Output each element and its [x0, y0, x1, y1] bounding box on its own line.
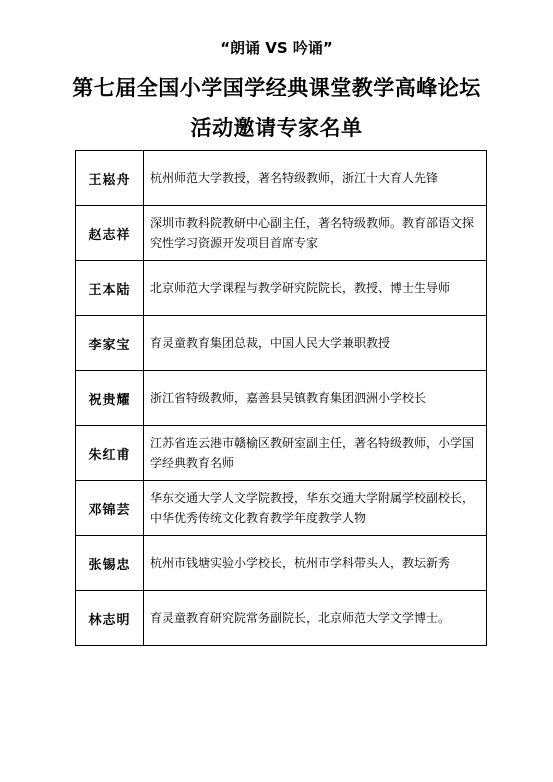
table-row — [76, 426, 487, 481]
expert-description: 浙江省特级教师，嘉善县吴镇教育集团泗洲小学校长 — [144, 371, 487, 426]
table-row — [76, 591, 487, 646]
expert-name: 邓锦芸 — [76, 481, 144, 536]
table-row — [76, 316, 487, 371]
expert-description: 北京师范大学课程与教学研究院院长，教授、博士生导师 — [144, 261, 487, 316]
table-row — [76, 536, 487, 591]
document-title-second-line: 活动邀请专家名单 — [190, 116, 363, 140]
expert-description: 杭州师范大学教授，著名特级教师，浙江十大育人先锋 — [144, 151, 487, 206]
document-title: 第七届全国小学国学经典课堂教学高峰论坛 — [72, 76, 481, 100]
expert-name: 王崧舟 — [76, 151, 144, 206]
table-row — [76, 371, 487, 426]
expert-description: 育灵童教育研究院常务副院长，北京师范大学文学博士。 — [144, 591, 487, 646]
expert-description: 育灵童教育集团总裁，中国人民大学兼职教授 — [144, 316, 487, 371]
expert-description: 杭州市钱塘实验小学校长，杭州市学科带头人，教坛新秀 — [144, 536, 487, 591]
expert-name: 林志明 — [76, 591, 144, 646]
table-row — [76, 261, 487, 316]
expert-name: 李家宝 — [76, 316, 144, 371]
expert-name: 祝贵耀 — [76, 371, 144, 426]
expert-name: 王本陆 — [76, 261, 144, 316]
expert-name: 张锡忠 — [76, 536, 144, 591]
table-row — [76, 206, 487, 261]
experts-table — [75, 150, 487, 646]
table-row — [76, 151, 487, 206]
table-row — [76, 481, 487, 536]
expert-name: 朱红甫 — [76, 426, 144, 481]
expert-name: 赵志祥 — [76, 206, 144, 261]
expert-description: 华东交通大学人文学院教授，华东交通大学附属学校副校长，中华优秀传统文化教育教学年度教学人物 — [144, 481, 487, 536]
document-subtitle: “朗诵 VS 吟诵” — [220, 39, 333, 57]
expert-description: 江苏省连云港市赣榆区教研室副主任，著名特级教师，小学国学经典教育名师 — [144, 426, 487, 481]
expert-description: 深圳市教科院教研中心副主任，著名特级教师。教育部语文探究性学习资源开发项目首席专家 — [144, 206, 487, 261]
